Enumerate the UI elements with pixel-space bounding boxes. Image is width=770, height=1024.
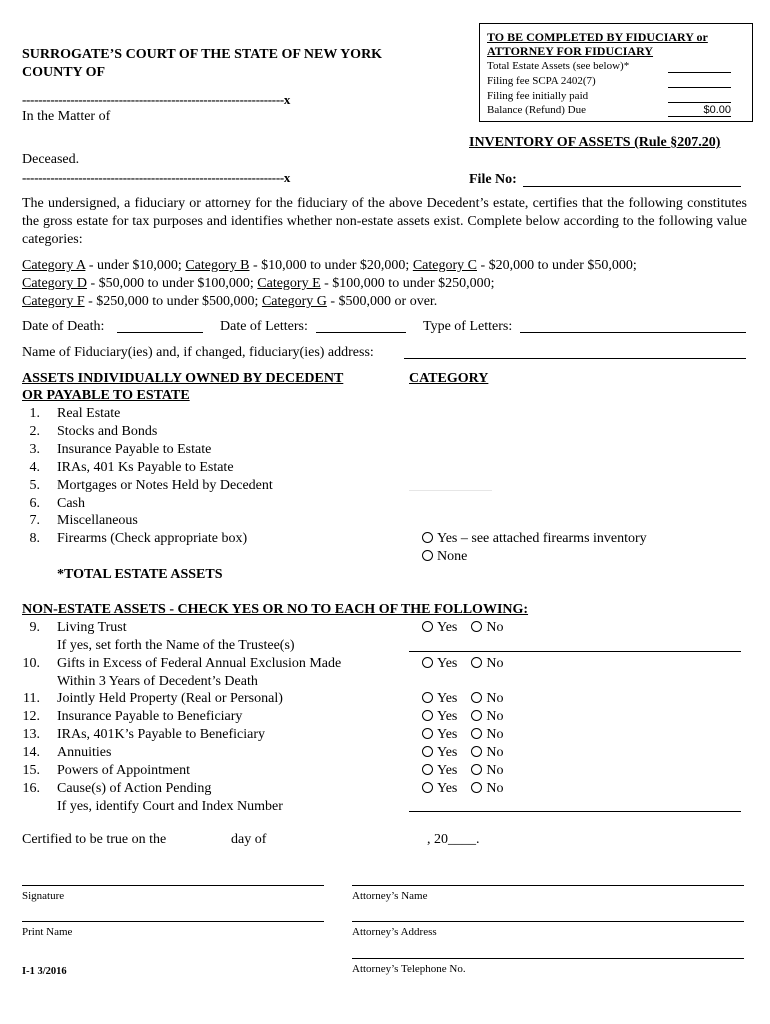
fiduciary-name-field[interactable] bbox=[404, 358, 746, 359]
yes-label: Yes bbox=[437, 763, 458, 778]
category-d: Category D bbox=[22, 276, 87, 291]
category-d-desc: - $50,000 to under $100,000; bbox=[86, 276, 258, 291]
filing-fee-paid-label: Filing fee initially paid bbox=[487, 90, 589, 102]
date-of-death-label: Date of Death: bbox=[22, 319, 105, 334]
non-estate-num: 15. bbox=[22, 763, 40, 778]
category-g: Category G bbox=[261, 294, 327, 309]
non-estate-item: Insurance Payable to Beneficiary bbox=[57, 709, 243, 724]
category-heading: CATEGORY bbox=[409, 371, 489, 386]
asset-item: Insurance Payable to Estate bbox=[57, 442, 212, 457]
radio-icon[interactable] bbox=[422, 728, 433, 739]
no-label: No bbox=[486, 781, 504, 796]
non-estate-item: Within 3 Years of Decedent’s Death bbox=[57, 674, 258, 689]
category-g-desc: - $500,000 or over. bbox=[326, 294, 438, 309]
yes-label: Yes bbox=[437, 691, 458, 706]
certified-label: Certified to be true on the bbox=[22, 832, 167, 847]
asset-num: 5. bbox=[29, 478, 40, 493]
total-estate-assets-label: Total Estate Assets (see below)* bbox=[487, 60, 630, 72]
date-of-death-field[interactable] bbox=[117, 332, 203, 333]
non-estate-item: Jointly Held Property (Real or Personal) bbox=[57, 691, 283, 706]
radio-icon[interactable] bbox=[422, 550, 433, 561]
radio-icon[interactable] bbox=[422, 710, 433, 721]
file-no-label: File No: bbox=[469, 172, 517, 187]
asset-num: 6. bbox=[29, 496, 40, 511]
category-c-desc: - $20,000 to under $50,000; bbox=[476, 258, 637, 273]
fiduciary-box-title-2: ATTORNEY FOR FIDUCIARY bbox=[487, 44, 654, 58]
yes-no-iras bbox=[422, 727, 504, 743]
attorney-phone-label: Attorney’s Telephone No. bbox=[352, 963, 466, 975]
asset-item: IRAs, 401 Ks Payable to Estate bbox=[57, 460, 234, 475]
yes-no-gifts bbox=[422, 656, 504, 672]
print-name-label: Print Name bbox=[22, 926, 73, 938]
attorney-address-label: Attorney’s Address bbox=[352, 926, 437, 938]
category-e: Category E bbox=[257, 276, 321, 291]
filing-fee-field[interactable] bbox=[668, 87, 731, 88]
date-of-letters-field[interactable] bbox=[316, 332, 406, 333]
no-label: No bbox=[486, 709, 504, 724]
non-estate-num: 12. bbox=[22, 709, 40, 724]
non-estate-item: Gifts in Excess of Federal Annual Exclusion Made bbox=[57, 656, 342, 671]
radio-icon[interactable] bbox=[422, 692, 433, 703]
inventory-title: INVENTORY OF ASSETS (Rule §207.20) bbox=[469, 135, 721, 150]
yes-label: Yes bbox=[437, 727, 458, 742]
radio-icon[interactable] bbox=[422, 532, 433, 543]
firearms-yes-label: Yes – see attached firearms inventory bbox=[437, 531, 647, 546]
deceased-label: Deceased. bbox=[22, 152, 80, 167]
filing-fee-label: Filing fee SCPA 2402(7) bbox=[487, 75, 596, 87]
radio-icon[interactable] bbox=[471, 692, 482, 703]
asset-item: Mortgages or Notes Held by Decedent bbox=[57, 478, 273, 493]
signature-label: Signature bbox=[22, 890, 65, 902]
signature-line[interactable] bbox=[22, 885, 324, 886]
court-title: SURROGATE’S COURT OF THE STATE OF NEW YORK bbox=[22, 47, 383, 62]
non-estate-num: 14. bbox=[22, 745, 40, 760]
asset-item: Stocks and Bonds bbox=[57, 424, 158, 439]
category-a: Category A bbox=[22, 258, 86, 273]
non-estate-num: 13. bbox=[22, 727, 40, 742]
type-of-letters-label: Type of Letters: bbox=[423, 319, 513, 334]
year-label: , 20____. bbox=[427, 832, 480, 847]
asset-num: 1. bbox=[29, 406, 40, 421]
radio-icon[interactable] bbox=[422, 621, 433, 632]
asset-num: 8. bbox=[29, 531, 40, 546]
attorney-name-line[interactable] bbox=[352, 885, 744, 886]
no-label: No bbox=[486, 763, 504, 778]
county-of: COUNTY OF bbox=[22, 65, 106, 80]
category-line-3 bbox=[22, 294, 437, 310]
total-estate-assets-field[interactable] bbox=[668, 72, 731, 73]
non-estate-heading: NON-ESTATE ASSETS - CHECK YES OR NO TO EACH OF THE FOLLOWING: bbox=[22, 602, 529, 617]
category-b: Category B bbox=[185, 258, 250, 273]
date-of-letters-label: Date of Letters: bbox=[220, 319, 308, 334]
assets-heading-2: OR PAYABLE TO ESTATE bbox=[22, 388, 190, 403]
asset-category-field[interactable] bbox=[409, 490, 492, 491]
asset-num: 7. bbox=[29, 513, 40, 528]
yes-label: Yes bbox=[437, 709, 458, 724]
fiduciary-name-label: Name of Fiduciary(ies) and, if changed, fiduciary(ies) address: bbox=[22, 345, 374, 360]
asset-num: 4. bbox=[29, 460, 40, 475]
radio-icon[interactable] bbox=[422, 746, 433, 757]
print-name-line[interactable] bbox=[22, 921, 324, 922]
yes-label: Yes bbox=[437, 656, 458, 671]
total-estate-assets: *TOTAL ESTATE ASSETS bbox=[57, 567, 223, 582]
dash-divider-bottom: -----------------------------------------------------------------x bbox=[22, 170, 291, 185]
asset-item: Cash bbox=[57, 496, 85, 511]
radio-icon[interactable] bbox=[471, 621, 482, 632]
radio-icon[interactable] bbox=[471, 728, 482, 739]
non-estate-num: 11. bbox=[23, 691, 40, 706]
day-of-label: day of bbox=[231, 832, 267, 847]
trustee-name-field[interactable] bbox=[409, 651, 741, 652]
category-a-desc: - under $10,000; bbox=[85, 258, 186, 273]
radio-icon[interactable] bbox=[471, 657, 482, 668]
firearms-none-option[interactable] bbox=[422, 549, 467, 565]
balance-due-label: Balance (Refund) Due bbox=[487, 104, 586, 116]
asset-num: 3. bbox=[29, 442, 40, 457]
assets-heading-1: ASSETS INDIVIDUALLY OWNED BY DECEDENT bbox=[22, 371, 344, 386]
court-index-field[interactable] bbox=[409, 811, 741, 812]
form-id: I-1 3/2016 bbox=[22, 966, 67, 977]
radio-icon[interactable] bbox=[422, 764, 433, 775]
category-f: Category F bbox=[22, 294, 85, 309]
yes-no-powers bbox=[422, 763, 504, 779]
yes-label: Yes bbox=[437, 781, 458, 796]
non-estate-item: If yes, identify Court and Index Number bbox=[57, 799, 283, 814]
category-e-desc: - $100,000 to under $250,000; bbox=[320, 276, 495, 291]
attorney-address-line[interactable] bbox=[352, 921, 744, 922]
non-estate-item: Powers of Appointment bbox=[57, 763, 190, 778]
radio-icon[interactable] bbox=[471, 746, 482, 757]
non-estate-num: 16. bbox=[22, 781, 40, 796]
yes-no-annuities bbox=[422, 745, 504, 761]
radio-icon[interactable] bbox=[422, 782, 433, 793]
no-label: No bbox=[486, 745, 504, 760]
asset-item: Miscellaneous bbox=[57, 513, 138, 528]
non-estate-num: 10. bbox=[22, 656, 40, 671]
no-label: No bbox=[486, 656, 504, 671]
firearms-yes-option[interactable] bbox=[422, 531, 647, 547]
radio-icon[interactable] bbox=[471, 710, 482, 721]
yes-no-living-trust bbox=[422, 620, 504, 636]
no-label: No bbox=[486, 691, 504, 706]
balance-due-value[interactable]: $0.00 bbox=[668, 104, 731, 117]
yes-no-jointly-held bbox=[422, 691, 504, 707]
category-f-desc: - $250,000 to under $500,000; bbox=[84, 294, 262, 309]
category-c: Category C bbox=[412, 258, 477, 273]
category-line-1 bbox=[22, 258, 637, 274]
dash-divider-top: -----------------------------------------------------------------x bbox=[22, 92, 291, 107]
yes-label: Yes bbox=[437, 620, 458, 635]
no-label: No bbox=[486, 727, 504, 742]
category-line-2 bbox=[22, 276, 494, 292]
non-estate-num: 9. bbox=[29, 620, 40, 635]
type-of-letters-field[interactable] bbox=[520, 332, 746, 333]
yes-label: Yes bbox=[437, 745, 458, 760]
non-estate-item: Cause(s) of Action Pending bbox=[57, 781, 212, 796]
file-no-field[interactable] bbox=[523, 186, 741, 187]
no-label: No bbox=[486, 620, 504, 635]
attorney-phone-line[interactable] bbox=[352, 958, 744, 959]
radio-icon[interactable] bbox=[471, 764, 482, 775]
asset-num: 2. bbox=[29, 424, 40, 439]
non-estate-item: Annuities bbox=[57, 745, 112, 760]
asset-item: Firearms (Check appropriate box) bbox=[57, 531, 248, 546]
non-estate-item: If yes, set forth the Name of the Trustee(s) bbox=[57, 638, 295, 653]
non-estate-item: IRAs, 401K’s Payable to Beneficiary bbox=[57, 727, 266, 742]
matter-label: In the Matter of bbox=[22, 109, 111, 124]
asset-item: Real Estate bbox=[57, 406, 121, 421]
radio-icon[interactable] bbox=[471, 782, 482, 793]
yes-no-causes bbox=[422, 781, 504, 797]
intro-text: The undersigned, a fiduciary or attorney for the fiduciary of the above Decedent’s estate, certifies that the following constitutes the gross estate for tax purposes and identifies whether non-estate assets exist. Complete below according to the following value categories: bbox=[22, 196, 747, 247]
filing-fee-paid-field[interactable] bbox=[668, 102, 731, 103]
fiduciary-box-title-1: TO BE COMPLETED BY FIDUCIARY or bbox=[487, 30, 708, 44]
firearms-none-label: None bbox=[437, 549, 468, 564]
category-b-desc: - $10,000 to under $20,000; bbox=[249, 258, 413, 273]
yes-no-insurance bbox=[422, 709, 504, 725]
radio-icon[interactable] bbox=[422, 657, 433, 668]
attorney-name-label: Attorney’s Name bbox=[352, 890, 428, 902]
non-estate-item: Living Trust bbox=[57, 620, 127, 635]
